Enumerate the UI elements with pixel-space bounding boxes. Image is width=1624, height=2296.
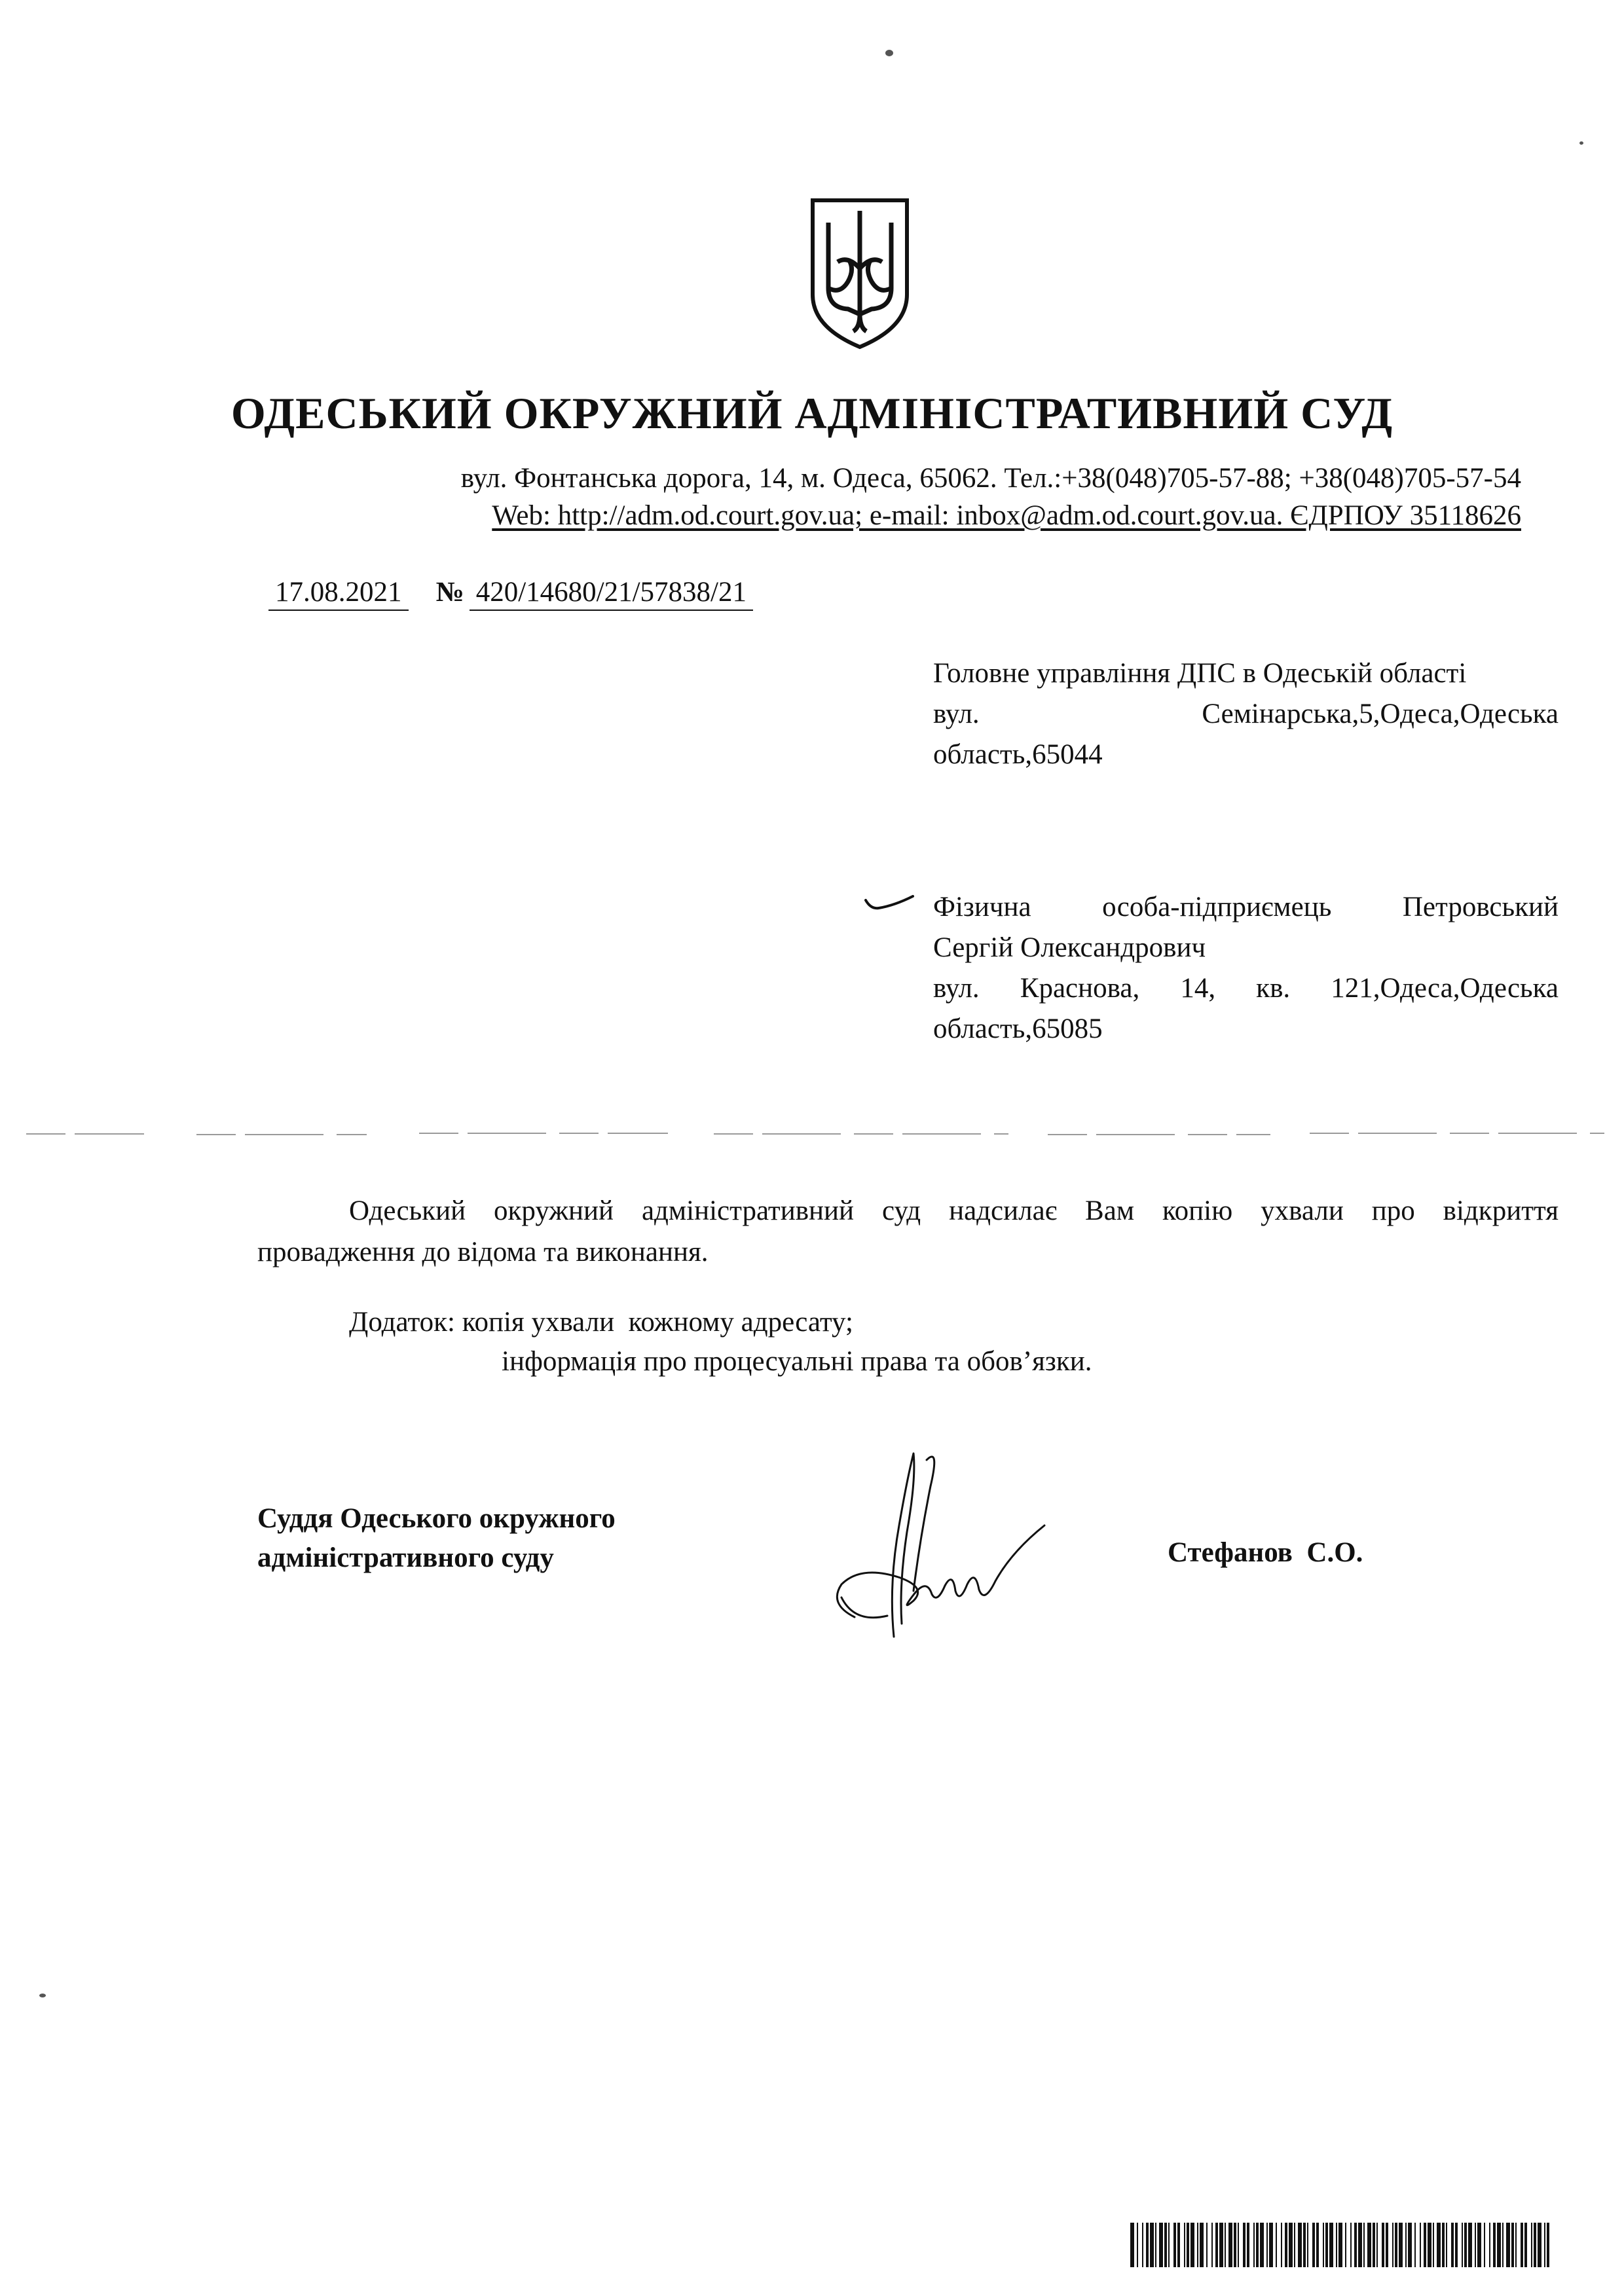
barcode-bar xyxy=(1363,2223,1365,2267)
barcode-bar xyxy=(1325,2223,1328,2267)
barcode-bar xyxy=(1146,2223,1149,2267)
court-contacts: Web: http://adm.od.court.gov.ua; e-mail: inbox@adm.od.court.gov.ua. ЄДРПОУ 35118626 xyxy=(492,500,1521,531)
barcode-bar xyxy=(1200,2223,1204,2267)
barcode-bar xyxy=(1307,2223,1308,2267)
barcode-bar xyxy=(1433,2223,1434,2267)
barcode-bar xyxy=(1184,2223,1185,2267)
barcode-bar xyxy=(1298,2223,1302,2267)
barcode-bar xyxy=(1521,2223,1523,2267)
judge-title xyxy=(257,1499,616,1578)
barcode-bar xyxy=(1468,2223,1472,2267)
barcode-bar xyxy=(1225,2223,1226,2267)
letter-body xyxy=(257,1190,1559,1273)
recipient-1-region: область,65044 xyxy=(933,739,1103,770)
scan-speck xyxy=(39,1994,46,1997)
recipient-1-name: Головне управління ДПС в Одеській області xyxy=(933,658,1467,689)
judge-name: Стефанов С.О. xyxy=(1168,1537,1363,1568)
barcode-bar xyxy=(1155,2223,1156,2267)
barcode-bar xyxy=(1373,2223,1375,2267)
barcode-bar xyxy=(1269,2223,1273,2267)
barcode-bar xyxy=(1497,2223,1501,2267)
scan-speck xyxy=(1579,141,1583,145)
barcode-bar xyxy=(1345,2223,1346,2267)
barcode-bar xyxy=(1187,2223,1189,2267)
barcode-bar xyxy=(1538,2223,1541,2267)
barcode-bar xyxy=(1294,2223,1295,2267)
handwritten-check-icon xyxy=(863,895,915,915)
barcode-bar xyxy=(1547,2223,1549,2267)
barcode-bar xyxy=(1215,2223,1218,2267)
barcode-bar xyxy=(1354,2223,1357,2267)
barcode-bar xyxy=(1420,2223,1421,2267)
barcode-bar xyxy=(1414,2223,1416,2267)
barcode-bar xyxy=(1399,2223,1403,2267)
barcode-bar xyxy=(1386,2223,1388,2267)
barcode-bar xyxy=(1446,2223,1447,2267)
barcode-bar xyxy=(1424,2223,1426,2267)
barcode-bar xyxy=(1462,2223,1463,2267)
barcode-bar xyxy=(1437,2223,1441,2267)
scan-speck xyxy=(885,50,893,56)
trident-coat-of-arms-icon xyxy=(809,196,911,351)
recipient-2-street: вул. Краснова, 14, кв. 121,Одеса,Одеська xyxy=(933,973,1559,1004)
barcode-bar xyxy=(1382,2223,1384,2267)
recipient-2-region: область,65085 xyxy=(933,1013,1103,1044)
barcode-bar xyxy=(1211,2223,1213,2267)
recipient-1 xyxy=(933,653,1559,775)
barcode-bar xyxy=(1544,2223,1545,2267)
barcode-bar xyxy=(1392,2223,1393,2267)
barcode-bar xyxy=(1428,2223,1431,2267)
barcode-bar xyxy=(1451,2223,1454,2267)
number-sign: № xyxy=(435,577,464,608)
barcode-bar xyxy=(1405,2223,1407,2267)
barcode-bar xyxy=(1303,2223,1306,2267)
barcode-bar xyxy=(1338,2223,1342,2267)
barcode-bar xyxy=(1475,2223,1476,2267)
barcode-bar xyxy=(1228,2223,1232,2267)
barcode-bar xyxy=(1164,2223,1167,2267)
barcode-bar xyxy=(1247,2223,1249,2267)
barcode-bar xyxy=(1455,2223,1458,2267)
barcode-bar xyxy=(1329,2223,1333,2267)
barcode-bar xyxy=(1130,2223,1134,2267)
barcode-bar xyxy=(1358,2223,1362,2267)
attachment-line-1: Додаток: копія ухвали кожному адресату; xyxy=(349,1307,853,1338)
barcode-bar xyxy=(1395,2223,1397,2267)
barcode-bar xyxy=(1489,2223,1490,2267)
barcode-bar xyxy=(1336,2223,1337,2267)
barcode-bar xyxy=(1350,2223,1352,2267)
barcode-bar xyxy=(1177,2223,1180,2267)
barcode-bar xyxy=(1511,2223,1514,2267)
barcode-bar xyxy=(1464,2223,1467,2267)
barcode-bar xyxy=(1502,2223,1504,2267)
judge-title-line-2: адміністративного суду xyxy=(257,1542,554,1573)
barcode-bar xyxy=(1260,2223,1264,2267)
barcode-bar xyxy=(1150,2223,1154,2267)
barcode-bar xyxy=(1493,2223,1496,2267)
barcode-bar xyxy=(1206,2223,1208,2267)
barcode-bar xyxy=(1238,2223,1239,2267)
barcode-bar xyxy=(1534,2223,1536,2267)
barcode-bar xyxy=(1515,2223,1517,2267)
barcode-bar xyxy=(1137,2223,1138,2267)
judge-title-line-1: Суддя Одеського окружного xyxy=(257,1503,616,1534)
barcode-bar xyxy=(1234,2223,1236,2267)
letter-body-line-1: Одеський окружний адміністративний суд надсилає Вам копію ухвали про відкриття xyxy=(349,1195,1559,1226)
barcode-bar xyxy=(1173,2223,1176,2267)
barcode-bar xyxy=(1159,2223,1163,2267)
barcode-bar xyxy=(1316,2223,1319,2267)
barcode-bar xyxy=(1289,2223,1293,2267)
barcode-bar xyxy=(1442,2223,1445,2267)
recipient-1-street: вул. Семінарська,5,Одеса,Одеська xyxy=(933,699,1559,729)
barcode-bar xyxy=(1477,2223,1481,2267)
fold-line xyxy=(26,1127,1604,1140)
barcode-bar xyxy=(1323,2223,1324,2267)
barcode-bar xyxy=(1276,2223,1277,2267)
barcode-bar xyxy=(1408,2223,1412,2267)
outgoing-date: 17.08.2021 xyxy=(268,576,409,611)
barcode-bar xyxy=(1506,2223,1510,2267)
barcode-bar xyxy=(1312,2223,1315,2267)
outgoing-reference xyxy=(268,576,753,611)
barcode-bar xyxy=(1376,2223,1378,2267)
barcode-bar xyxy=(1197,2223,1198,2267)
attachment-line-2: інформація про процесуальні права та обов’язки. xyxy=(502,1346,1092,1377)
barcode-bar xyxy=(1219,2223,1223,2267)
barcode-bar xyxy=(1168,2223,1170,2267)
recipient-2 xyxy=(933,887,1559,1049)
barcode-bar xyxy=(1190,2223,1194,2267)
court-address: вул. Фонтанська дорога, 14, м. Одеса, 65062. Тел.:+38(048)705-57-88; +38(048)705-57-54 xyxy=(460,463,1521,494)
barcode-bar xyxy=(1281,2223,1282,2267)
barcode-icon xyxy=(1130,2223,1549,2267)
barcode-bar xyxy=(1285,2223,1287,2267)
barcode-bar xyxy=(1256,2223,1259,2267)
barcode-bar xyxy=(1243,2223,1246,2267)
barcode-bar xyxy=(1142,2223,1143,2267)
outgoing-number: 420/14680/21/57838/21 xyxy=(470,576,753,611)
barcode-bar xyxy=(1266,2223,1268,2267)
handwritten-signature-icon xyxy=(815,1440,1058,1656)
barcode-bar xyxy=(1524,2223,1527,2267)
barcode-bar xyxy=(1531,2223,1532,2267)
barcode-bar xyxy=(1367,2223,1371,2267)
barcode-bar xyxy=(1253,2223,1255,2267)
court-name: ОДЕСЬКИЙ ОКРУЖНИЙ АДМІНІСТРАТИВНИЙ СУД xyxy=(231,388,1393,438)
barcode-bar xyxy=(1484,2223,1485,2267)
letter-body-line-2: провадження до відома та виконання. xyxy=(257,1237,709,1267)
recipient-2-name: Фізична особа-підприємець Петровський xyxy=(933,892,1559,922)
recipient-2-name-cont: Сергій Олександрович xyxy=(933,932,1206,963)
